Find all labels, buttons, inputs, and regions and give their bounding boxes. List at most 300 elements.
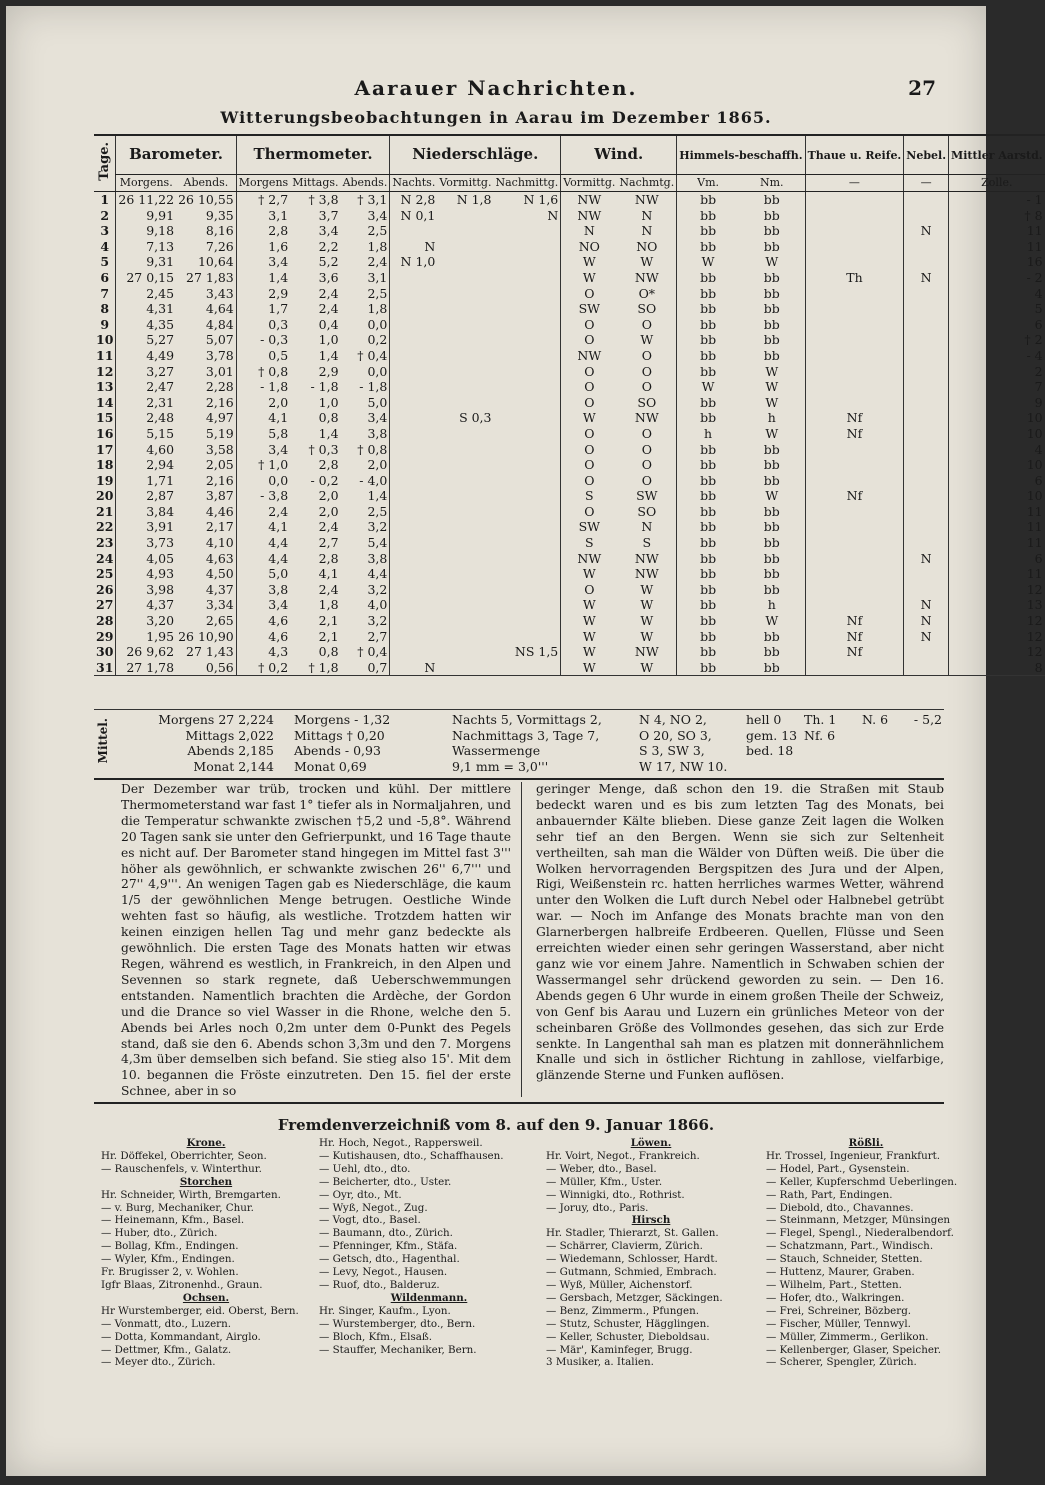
sub-n-nachts: Nachts. [390,175,438,192]
table-cell: bb [677,192,739,208]
table-cell [805,660,904,676]
table-cell [390,270,438,286]
guest-entry: — Kutishausen, dto., Schaffhausen. [319,1149,504,1162]
table-cell: 2,1 [318,613,339,629]
table-cell: 2,4 [318,581,339,597]
table-cell: 2,8 [318,457,339,473]
guest-entry: — Oyr, dto., Mt. [319,1188,402,1201]
table-cell [390,551,438,567]
table-cell [493,519,560,535]
table-cell: bb [763,269,780,285]
table-cell [390,597,438,613]
guest-entry: — Benz, Zimmerm., Pfungen. [546,1304,700,1317]
guest-entry: — Müller, Kfm., Uster. [546,1175,663,1188]
table-cell: 9,35 [205,207,234,223]
mittel-niederschlag-line: 9,1 mm = 3,0''' [452,758,549,774]
table-cell: 1,8 [367,301,388,317]
table-cell: bb [763,207,780,223]
table-cell [437,208,493,224]
table-cell [904,208,949,224]
table-cell: NW [634,644,659,660]
table-row [94,488,1045,504]
table-cell: Nf [805,644,904,660]
table-cell: W [677,379,739,395]
table-cell: 2,94 [116,457,176,473]
mittel-niederschlag [452,712,632,774]
table-cell: W [765,254,779,270]
table-row [94,504,1045,520]
table-row [94,457,1045,473]
table-cell: 4,37 [205,581,234,597]
sub-w-vormittg: Vormittg. [561,175,618,192]
table-cell [390,379,438,395]
table-cell: N [390,239,438,255]
table-cell: O [641,472,652,488]
day-cell: 16 [96,425,114,441]
table-cell [437,239,493,255]
table-cell [805,597,904,613]
table-cell: N [904,270,949,286]
table-cell: SO [637,394,657,410]
paper-title: Aarauer Nachrichten. [354,76,638,100]
table-cell: 4,3 [236,644,290,660]
guest-entry: — Frei, Schreiner, Bözberg. [766,1304,912,1317]
table-cell: O [561,457,618,473]
fremd-title: Fremdenverzeichniß vom 8. auf den 9. Januar 1866. [277,1116,715,1134]
table-cell: - 1,8 [236,379,290,395]
table-cell: 4,10 [205,535,234,551]
table-cell: bb [677,301,739,317]
table-cell: 3,91 [116,519,176,535]
table-cell: bb [677,504,739,520]
table-cell [390,332,438,348]
day-cell: 21 [96,503,114,519]
table-cell [904,442,949,458]
table-cell: 5,15 [116,426,176,442]
table-cell [437,613,493,629]
table-cell [493,395,560,411]
table-cell: 2,8 [236,223,290,239]
table-cell [805,192,904,208]
table-cell: 2,87 [116,488,176,504]
table-cell: W [561,597,618,613]
guest-entry: — Weber, dto., Basel. [546,1162,657,1175]
guest-entry: — Wyler, Kfm., Endingen. [101,1253,235,1266]
table-cell [904,660,949,676]
table-cell: 2,45 [116,286,176,302]
table-cell: 26 9,62 [116,644,176,660]
table-cell: † 1,8 [290,660,340,676]
table-cell: 1,95 [116,629,176,645]
guest-entry: — Rath, Part, Endingen. [766,1188,893,1201]
table-cell [493,348,560,364]
table-cell: NW [561,348,618,364]
table-row [94,286,1045,302]
table-cell [493,613,560,629]
table-cell: 2,5 [367,503,388,519]
table-cell: 12 [949,582,1045,598]
table-cell: 0,3 [236,317,290,333]
table-cell: 3,2 [367,613,388,629]
table-cell: N 1,8 [456,192,492,207]
table-cell: h [767,410,776,426]
guest-entry: — Huttenz, Maurer, Graben. [766,1266,915,1279]
table-cell: 26 10,90 [178,628,234,644]
table-cell: 4,6 [236,613,290,629]
table-cell: † 0,4 [357,644,388,660]
table-cell: O [641,425,652,441]
column-divider [521,782,522,1097]
table-cell [904,582,949,598]
mittel-barometer-line: Monat 2,144 [193,758,274,774]
guest-entry: — Diebold, dto., Chavannes. [766,1201,914,1214]
fremd-column-1 [101,1137,311,1369]
table-title: Witterungsbeobachtungen in Aarau im Dezember 1865. [220,108,772,127]
table-row [94,395,1045,411]
guest-entry: — Huber, dto., Zürich. [101,1227,218,1240]
table-cell: 3,4 [367,410,388,426]
table-cell [805,504,904,520]
table-cell: † 2,7 [236,192,290,208]
table-cell: 3,8 [367,550,388,566]
sub-h-vm: Vm. [677,175,739,192]
table-cell: 0,5 [236,348,290,364]
table-cell: O [561,442,618,458]
table-cell: bb [763,192,780,207]
table-cell: 4,6 [236,629,290,645]
table-cell: 26 11,22 [116,192,176,208]
table-cell: 5,0 [236,566,290,582]
table-cell: W [640,581,654,597]
sub-nebel: — [904,175,949,192]
table-cell: 3,7 [318,207,339,223]
table-cell [437,488,493,504]
guest-entry: — Stutz, Schuster, Hägglingen. [546,1317,710,1330]
table-cell: 2,47 [116,379,176,395]
sub-t-mittags: Mittags. [290,175,340,192]
table-cell [437,379,493,395]
sub-h-nm: Nm. [739,175,805,192]
guest-entry: — Flegel, Spengl., Niederalbendorf. [766,1227,954,1240]
table-cell [437,286,493,302]
table-cell [493,597,560,613]
table-cell [390,644,438,660]
guest-entry: — Stauch, Schneider, Stetten. [766,1253,923,1266]
table-cell [904,239,949,255]
col-tage: Tage. [94,135,116,192]
table-cell: bb [763,316,780,332]
table-cell: 1,6 [236,239,290,255]
mittel-thaue-line: Th. 1 [804,712,837,727]
table-cell: 6 [949,317,1045,333]
table-cell [390,364,438,380]
table-cell: 11 [949,535,1045,551]
table-cell: bb [677,519,739,535]
table-cell [390,535,438,551]
table-cell [805,223,904,239]
table-cell [493,473,560,489]
table-cell: 0,8 [318,644,339,660]
mittel-niederschlag-line: Wassermenge [452,743,541,758]
table-cell [437,426,493,442]
table-cell [437,301,493,317]
guest-entry: — Vogt, dto., Basel. [319,1214,421,1227]
mittel-thermometer-line: Morgens - 1,32 [294,712,391,727]
guest-entry: — Baumann, dto., Zürich. [319,1227,453,1240]
table-cell: 2,7 [367,628,388,644]
table-cell [904,644,949,660]
table-cell: bb [739,660,805,676]
guest-entry: — Fischer, Müller, Tennwyl. [766,1317,911,1330]
table-cell: 2,05 [205,457,234,473]
table-cell: 4,50 [205,566,234,582]
table-cell: 12 [949,613,1045,629]
table-cell: 3,8 [236,582,290,598]
table-cell [805,535,904,551]
table-row [94,597,1045,613]
table-cell: 11 [949,519,1045,535]
day-cell: 14 [96,394,114,410]
fremd-column-4 [766,1137,966,1369]
day-cell: 17 [96,441,114,457]
table-cell [805,286,904,302]
table-cell [493,566,560,582]
weather-table [94,134,1045,676]
table-cell: 4,0 [367,597,388,613]
table-cell: W [561,270,618,286]
table-cell: N 2,8 [390,192,438,208]
table-cell: 0,0 [367,316,388,332]
table-cell: W [640,332,654,348]
day-cell: 19 [96,472,114,488]
table-cell: O [561,473,618,489]
table-cell [904,519,949,535]
table-cell [437,519,493,535]
table-cell: 7,13 [116,239,176,255]
page-number: 27 [908,76,936,100]
day-cell: 29 [96,628,114,644]
table-cell: W [640,613,654,629]
table-cell: 1,0 [318,394,339,410]
table-cell: 3,84 [116,504,176,520]
table-cell: bb [677,457,739,473]
table-cell [437,535,493,551]
guest-entry: Hr. Hoch, Negot., Rappersweil. [319,1137,483,1149]
table-cell: W [617,660,676,676]
mittel-barometer-line: Morgens 27 2,224 [158,712,274,727]
table-cell: - 0,2 [310,472,339,488]
table-cell: 2,7 [318,535,339,551]
table-cell: W [765,394,779,410]
table-cell: 3,1 [367,269,388,285]
table-row [94,519,1045,535]
table-row [94,254,1045,270]
table-cell: W [640,628,654,644]
day-cell: 5 [100,254,110,270]
day-cell: 1 [100,192,110,207]
guest-entry: — Bloch, Kfm., Elsaß. [319,1330,433,1343]
table-cell: O* [638,285,656,301]
table-cell: 3,4 [236,254,290,270]
table-cell [805,379,904,395]
table-cell: bb [677,317,739,333]
table-cell [390,442,438,458]
table-cell: 13 [949,597,1045,613]
table-cell [493,301,560,317]
table-row [94,332,1045,348]
guest-entry: — Schatzmann, Part., Windisch. [766,1240,934,1253]
table-cell: SW [561,301,618,317]
table-cell: 2,28 [205,379,234,395]
guest-entry: Hr. Singer, Kaufm., Lyon. [319,1304,451,1317]
day-cell: 11 [96,347,114,363]
table-cell [390,426,438,442]
table-cell [493,488,560,504]
table-cell: 4,84 [205,316,234,332]
table-cell: 2,9 [318,363,339,379]
table-cell: 4,1 [236,410,290,426]
table-cell [390,301,438,317]
table-cell: NS 1,5 [514,644,559,660]
table-cell: 2,4 [318,519,339,535]
table-cell: 1,0 [318,332,339,348]
table-row [94,644,1045,660]
table-cell [437,566,493,582]
table-cell: 2,17 [205,519,234,535]
col-nebel: Nebel. [904,135,949,175]
table-cell: W [561,613,618,629]
table-cell: † 0,8 [357,441,388,457]
table-cell: 4,05 [116,551,176,567]
table-cell: 5,07 [205,332,234,348]
day-cell: 15 [96,410,114,426]
table-cell [390,629,438,645]
table-cell: 3,2 [367,581,388,597]
table-cell: Th [805,270,904,286]
table-cell: Nf [805,410,904,426]
table-cell [437,317,493,333]
table-cell: - 0,3 [236,332,290,348]
table-cell: W [561,566,618,582]
table-cell [493,660,560,676]
table-cell: Nf [805,629,904,645]
table-cell: S 0,3 [459,410,492,426]
table-cell [805,332,904,348]
guest-entry: — Scherer, Spengler, Zürich. [766,1356,917,1369]
table-cell [390,488,438,504]
day-cell: 8 [100,301,110,317]
table-cell [493,239,560,255]
table-cell [437,395,493,411]
table-cell: Nf [805,613,904,629]
table-cell: 10 [949,457,1045,473]
table-cell: NW [561,208,618,224]
table-cell: Nf [805,426,904,442]
table-cell: 27 1,43 [186,644,234,660]
table-cell: 4,93 [116,566,176,582]
mittel-niederschlag-line: Nachmittags 3, Tage 7, [452,727,600,743]
table-row [94,301,1045,317]
table-cell [805,442,904,458]
table-cell: 0,4 [318,316,339,332]
table-cell: 3,43 [205,285,234,301]
table-row [94,410,1045,426]
table-cell: bb [677,208,739,224]
table-cell [904,473,949,489]
guest-entry: Hr. Döffekel, Oberrichter, Seon. [101,1149,267,1162]
table-cell: bb [677,629,739,645]
table-cell: bb [763,441,780,457]
table-cell [390,504,438,520]
table-cell [904,457,949,473]
table-cell: O [561,582,618,598]
table-cell: 2,5 [367,223,388,239]
table-cell: bb [677,597,739,613]
table-cell [390,519,438,535]
table-cell: bb [677,488,739,504]
table-cell [805,551,904,567]
day-cell: 3 [100,223,110,239]
hotel-heading: Löwen. [630,1137,672,1149]
table-cell: - 1,8 [310,379,339,395]
table-cell: 3,78 [205,347,234,363]
table-cell: 3,98 [116,582,176,598]
table-cell: N [904,597,949,613]
guest-entry: — Dotta, Kommandant, Airglo. [101,1330,261,1343]
table-cell [493,551,560,567]
table-cell: SW [561,519,618,535]
guest-entry: — Uehl, dto., dto. [319,1162,411,1175]
report-text-right: geringer Menge, daß schon den 19. die Straßen mit Staub bedeckt waren und es bis zum letzten Tag des Monats, bei anbauernder Kälte blieben. Diese ganze Zeit lagen die Wolken sehr tief an den Bergen. Wenn sie sich zur Seltenheit vertheilten, sah man die Wälder von Düften weiß. Die über die Wolken hervorragenden Bergspitzen des Jura und der Alpen, Rigi, Weißenstein rc. hatten herrliches warmes Wetter, während unter den Wolken die Luft durch Nebel oder Halbnebel getrübt war. — Noch im Anfange des Monats brachte man von den Glarnerbergen halbreife Erdbeeren. Quellen, Flüsse und Seen erreichten wieder einen sehr geringen Wasserstand, aber nicht ganz wie vor einem Jahre. Namentlich in Schwaben schien der Wassermangel sehr drückend geworden zu sein. — Den 16. Abends gegen 6 Uhr wurde in einem großen Theile der Schweiz, von Genf bis Aarau und Luzern ein grünliches Meteor von der scheinbaren Größe des Vollmondes gesehen, das sich zur Erde senkte. In Langenthal sah man es platzen mit donnerähnlichem Knalle und sich in östlicher Richtung in zahllose, vielfarbige, glänzende Sterne und Funken auflösen. [536,782,944,1083]
table-cell: 11 [949,566,1045,582]
table-cell: - 4 [949,348,1045,364]
table-cell: 3,1 [236,208,290,224]
table-cell: W [765,363,779,379]
table-cell [437,254,493,270]
table-cell: 3,34 [205,597,234,613]
table-cell [493,426,560,442]
day-cell: 24 [96,550,114,566]
table-cell: S [561,535,618,551]
table-cell [390,317,438,333]
table-cell: S [561,488,618,504]
sub-n-vormittg: Vormittg. [437,175,493,192]
table-cell: 4,1 [236,519,290,535]
table-cell: 5,19 [205,425,234,441]
table-row [94,566,1045,582]
table-cell: 4,35 [116,317,176,333]
table-cell: N [904,613,949,629]
hotel-heading: Krone. [186,1137,226,1149]
table-cell [904,301,949,317]
section-divider [94,1102,944,1104]
sub-b-abends: Abends. [176,175,236,192]
table-row [94,535,1045,551]
hotel-heading: Ochsen. [182,1291,230,1304]
weather-rows [94,192,1045,676]
guest-entry: Igfr Blaas, Zitronenhd., Graun. [101,1278,263,1291]
table-cell: 4,4 [236,551,290,567]
mittel-barometer-line: Abends 2,185 [187,743,274,758]
table-cell: bb [763,550,780,566]
table-cell: Nf [805,488,904,504]
table-cell [904,504,949,520]
table-cell: O [561,317,618,333]
guest-entry: Hr. Trossel, Ingenieur, Frankfurt. [766,1149,941,1162]
table-cell [904,535,949,551]
table-cell: bb [677,473,739,489]
mittel-nebel: N. 6 [862,712,889,727]
